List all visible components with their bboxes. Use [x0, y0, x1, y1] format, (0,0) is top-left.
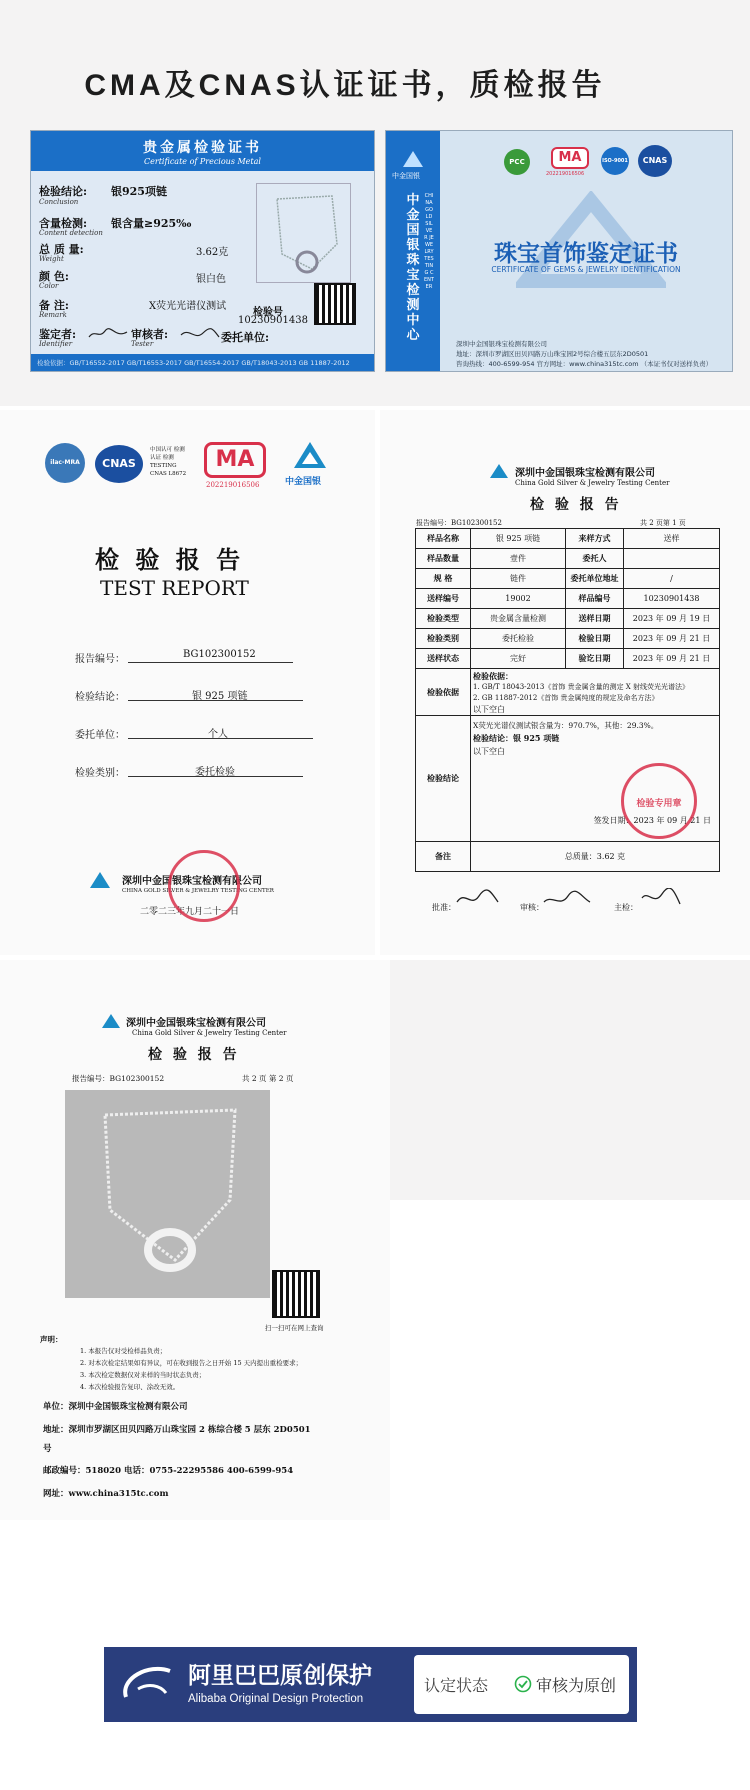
remark-en: Remark	[39, 311, 67, 319]
table-cell: 贵金属含量检测	[471, 609, 566, 629]
conclusion-en: Conclusion	[39, 198, 79, 206]
statement-label: 声明：	[40, 1335, 63, 1344]
qr-code	[272, 1270, 320, 1318]
qr-caption: 扫一扫可在网上查询	[265, 1324, 324, 1332]
weight-value: 3.62克	[196, 247, 229, 258]
vertical-company-en: CHINA GOLD SILVER JEWELRY TESTING CENTER	[424, 193, 434, 290]
table-cell: 规 格	[416, 569, 471, 589]
table-row	[416, 842, 720, 872]
precious-metal-certificate	[30, 130, 375, 372]
alibaba-protection-banner	[104, 1647, 637, 1722]
side-gray-box	[390, 960, 750, 1200]
qr-code	[314, 283, 356, 325]
table-cell: 送样状态	[416, 649, 471, 669]
jewelry-certificate-subtitle: CERTIFICATE OF GEMS & JEWELRY IDENTIFICATION	[491, 265, 681, 274]
table-cell: 银 925 项链	[471, 529, 566, 549]
table-cell: 10230901438	[624, 589, 720, 609]
basis-label-cell: 检验依据	[416, 669, 471, 716]
ilac-badge-icon: ilac-MRA	[45, 443, 85, 483]
table-cell: 送样日期	[566, 609, 624, 629]
cma-number: 202219016506	[546, 171, 585, 177]
basis-title: 检验依据：	[473, 671, 513, 681]
total-weight-cell: 总质量：3.62 克	[471, 842, 720, 872]
conclusion-label: 检验结论：	[75, 692, 125, 703]
table-cell: 样品数量	[416, 549, 471, 569]
company-name-cn: 深圳中金国银珠宝检测有限公司	[515, 468, 655, 479]
approve-signature	[455, 888, 500, 910]
address-line-2: 号	[43, 1444, 52, 1454]
color-value: 银白色	[196, 274, 226, 285]
test-number-value: 10230901438	[238, 315, 308, 326]
review-signature	[542, 890, 592, 910]
conclusion-label-cell: 检验结论	[416, 716, 471, 842]
remark-value: X荧光光谱仪测试	[149, 301, 227, 312]
cnas-accreditation-text: 中国认可 检测认证 检测 TESTING CNAS L8672	[150, 447, 187, 477]
conclusion-value: 银925项链	[111, 185, 167, 198]
table-row	[416, 529, 720, 549]
inspect-label: 主检：	[614, 903, 638, 912]
table-row	[416, 716, 720, 842]
cnas-badge-icon: CNAS	[95, 445, 143, 483]
table-cell: 2023 年 09 月 19 日	[624, 609, 720, 629]
check-circle-icon	[514, 1675, 532, 1693]
basis-item-1: 1. GB/T 18043-2013《首饰 贵金属含量的测定 X 射线荧光光谱法》	[473, 683, 689, 691]
company-name-en: CHINA GOLD SILVER & JEWELRY TESTING CENTER	[122, 888, 274, 894]
tester-signature	[179, 327, 221, 343]
tester-label: 审核者:	[131, 328, 169, 341]
table-cell: 壹件	[471, 549, 566, 569]
test-number-label: 检验号	[253, 307, 283, 318]
table-cell: 检验日期	[566, 629, 624, 649]
table-cell: 2023 年 09 月 21 日	[624, 649, 720, 669]
report-date: 二零二三年九月二十一日	[140, 907, 240, 917]
identifier-label: 鉴定者:	[39, 328, 77, 341]
table-cell: 委托人	[566, 549, 624, 569]
report-no-value: BG102300152	[183, 649, 256, 660]
address-line: 地址：深圳市罗湖区田贝四路万山珠宝园 2 栋综合楼 5 层东 2D0501	[43, 1425, 311, 1435]
table-cell	[624, 549, 720, 569]
table-row	[416, 669, 720, 716]
vertical-company-cn: 中金国银珠宝检测中心	[406, 193, 420, 343]
table-row	[416, 569, 720, 589]
conclusion-label: 检验结论:	[39, 185, 88, 198]
pcc-badge-icon: PCC	[504, 149, 530, 175]
result-line: X荧光光谱仪测试银含量为：970.7%，其他：29.3%。	[473, 721, 659, 730]
table-cell: 验讫日期	[566, 649, 624, 669]
page-indicator: 共 2 页 第 2 页	[242, 1074, 294, 1083]
banner-title: 阿里巴巴原创保护	[188, 1662, 372, 1688]
table-cell: /	[624, 569, 720, 589]
report-title: 检 验 报 告	[530, 497, 622, 513]
cma-badge-icon: MA	[551, 147, 589, 169]
iso-badge-icon: ISO-9001	[601, 147, 629, 175]
statement-item: 1. 本报告仅对受检样品负责；	[80, 1347, 167, 1355]
cnas-badge-icon: CNAS	[638, 145, 672, 177]
table-row	[416, 629, 720, 649]
statement-item: 2. 对本次检定结果如有异议，可在收到报告之日开始 15 天内提出重检要求；	[80, 1359, 303, 1367]
addr-line-2: 地址：深圳市罗湖区田贝四路万山珠宝园2号综合楼五层东2D0501	[456, 350, 649, 358]
certificate-header	[31, 131, 374, 171]
table-cell: 检验类型	[416, 609, 471, 629]
report-cover-page	[0, 410, 375, 955]
remark-label-cell: 备注	[416, 842, 471, 872]
table-row	[416, 549, 720, 569]
status-panel	[414, 1655, 629, 1714]
brand-logo-icon	[488, 462, 510, 480]
client-value: 个人	[208, 729, 228, 740]
approve-label: 批准：	[432, 903, 456, 912]
status-label: 认定状态	[424, 1676, 489, 1695]
table-cell: 委托检验	[471, 629, 566, 649]
table-row	[416, 609, 720, 629]
content-label: 含量检测:	[39, 217, 88, 230]
issue-date: 签发日期：2023 年 09 月 21 日	[593, 816, 711, 825]
table-cell: 完好	[471, 649, 566, 669]
necklace-photo	[256, 183, 351, 283]
brand-logo-icon	[100, 1012, 122, 1030]
report-no-line	[128, 662, 293, 663]
report-title: 检 验 报 告	[148, 1047, 240, 1063]
addr-line-3: 咨询热线：400-6599-954 官方网址：www.china315tc.com （本证书仅对送样负责）	[456, 360, 713, 368]
color-label: 颜 色:	[39, 270, 69, 283]
certificate-basis: 检验依据：GB/T16552-2017 GB/T16553-2017 GB/T16554-2017 GB/T18043-2013 GB 11887-2012	[31, 354, 374, 371]
conclusion-content-cell	[471, 716, 720, 842]
company-name-en: China Gold Silver & Jewelry Testing Center	[515, 479, 670, 487]
client-label: 委托单位：	[75, 730, 125, 741]
report-title-en: TEST REPORT	[100, 576, 249, 600]
report-title-cn: 检 验 报 告	[95, 545, 245, 574]
content-en: Content detection	[39, 229, 103, 237]
content-value: 银含量≥925‰	[111, 217, 192, 230]
table-cell: 链件	[471, 569, 566, 589]
page-headline: CMA及CNAS认证证书，质检报告	[84, 69, 606, 102]
review-label: 审核：	[520, 903, 544, 912]
table-row	[416, 649, 720, 669]
certificate-side-band	[386, 131, 440, 371]
table-cell: 样品编号	[566, 589, 624, 609]
brand-logo-icon	[290, 438, 330, 472]
remark-label: 备 注:	[39, 299, 69, 312]
status-value: 审核为原创	[536, 1676, 617, 1695]
identifier-en: Identifier	[39, 340, 73, 348]
brand-logo-icon-small	[88, 870, 112, 890]
sample-photo	[65, 1090, 270, 1298]
basis-end: 以下空白	[473, 705, 505, 714]
addr-line-1: 深圳中金国银珠宝检测有限公司	[456, 340, 547, 348]
jewelry-certificate-title: 珠宝首饰鉴定证书	[494, 240, 678, 267]
weight-label: 总 质 量:	[39, 243, 84, 256]
inspect-signature	[640, 888, 682, 910]
category-value: 委托检验	[195, 767, 235, 778]
company-name-cn: 深圳中金国银珠宝检测有限公司	[122, 876, 262, 887]
necklace-illustration	[257, 184, 352, 284]
client-unit-label: 委托单位:	[221, 331, 270, 344]
certificate-subtitle: Certificate of Precious Metal	[144, 157, 261, 166]
certificate-address	[456, 339, 712, 369]
company-name-en: China Gold Silver & Jewelry Testing Center	[132, 1029, 287, 1037]
table-cell: 送样编号	[416, 589, 471, 609]
certificate-title: 贵金属检验证书	[143, 140, 262, 156]
report-page-2	[0, 960, 390, 1520]
table-cell: 来样方式	[566, 529, 624, 549]
company-name-cn: 深圳中金国银珠宝检测有限公司	[126, 1018, 266, 1029]
table-cell: 19002	[471, 589, 566, 609]
conclusion-value: 银 925 项链	[192, 691, 248, 702]
report-number: 报告编号：BG102300152	[416, 519, 502, 527]
basis-content-cell	[471, 669, 720, 716]
website-line: 网址：www.china315tc.com	[43, 1489, 169, 1499]
alibaba-logo-icon	[118, 1659, 178, 1709]
necklace-illustration	[65, 1090, 270, 1298]
postcode-line: 邮政编号：518020 电话：0755-22295586 400-6599-954	[43, 1466, 294, 1476]
table-cell: 送样	[624, 529, 720, 549]
statement-item: 3. 本次检定数据仅对来样的当时状态负责；	[80, 1371, 206, 1379]
weight-en: Weight	[39, 255, 64, 263]
category-label: 检验类别：	[75, 768, 125, 779]
jewelry-identification-certificate	[385, 130, 733, 372]
inspection-stamp: 检验专用章	[621, 763, 697, 839]
banner-subtitle: Alibaba Original Design Protection	[188, 1693, 364, 1705]
identifier-signature	[87, 327, 129, 341]
conclusion-end: 以下空白	[473, 747, 505, 756]
table-cell: 样品名称	[416, 529, 471, 549]
report-info-table	[415, 528, 720, 872]
table-cell: 检验类别	[416, 629, 471, 649]
conclusion-line: 检验结论：银 925 项链	[473, 733, 560, 743]
brand-name: 中金国银	[285, 477, 322, 487]
brand-logo-icon	[401, 149, 425, 169]
page-indicator: 共 2 页第 1 页	[640, 519, 686, 527]
red-stamp	[168, 850, 240, 922]
cma-badge-icon: MA	[204, 442, 266, 478]
table-cell: 委托单位地址	[566, 569, 624, 589]
report-no-label: 报告编号：	[75, 654, 125, 665]
color-en: Color	[39, 282, 59, 290]
table-cell: 2023 年 09 月 21 日	[624, 629, 720, 649]
brand-name: 中金国银	[392, 172, 420, 180]
unit-line: 单位：深圳中金国银珠宝检测有限公司	[43, 1402, 188, 1412]
report-number: 报告编号：BG102300152	[72, 1074, 165, 1083]
table-row	[416, 589, 720, 609]
tester-en: Tester	[131, 340, 154, 348]
statement-item: 4. 本次检验报告复印、涂改无效。	[80, 1383, 180, 1391]
cma-number: 202219016506	[206, 481, 260, 489]
basis-item-2: 2. GB 11887-2012《首饰 贵金属纯度的规定及命名方法》	[473, 694, 659, 702]
